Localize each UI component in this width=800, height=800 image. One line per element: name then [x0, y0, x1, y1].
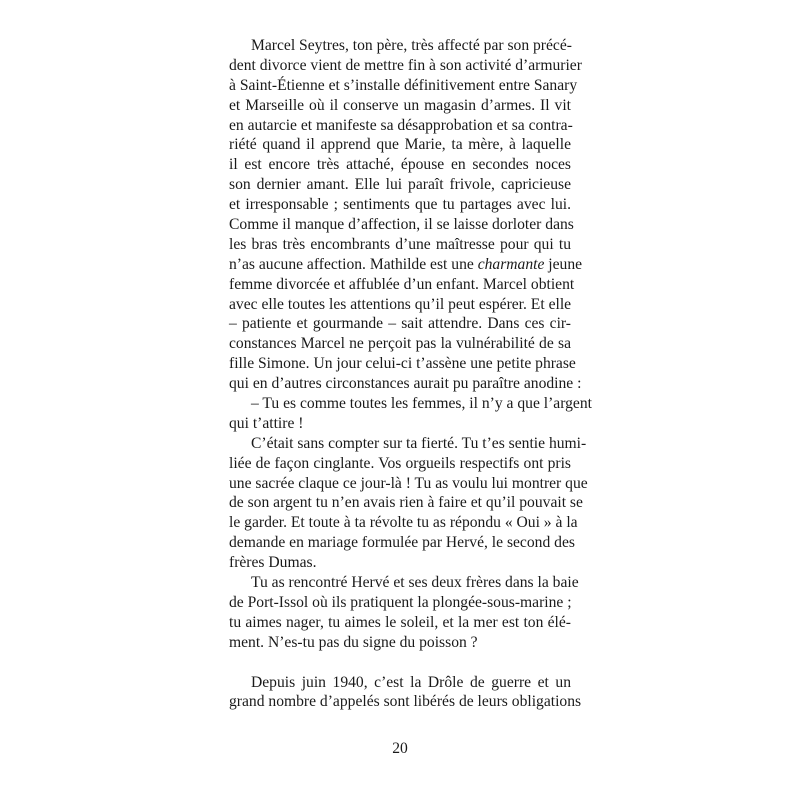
- page-body: [229, 36, 592, 712]
- text-line: il est encore très attaché, épouse en secondes noces: [229, 156, 571, 174]
- text-line: qui en d’autres circonstances aurait pu paraître anodine :: [229, 375, 582, 393]
- text-line: Depuis juin 1940, c’est la Drôle de guerre et un: [251, 673, 571, 691]
- text-line: C’était sans compter sur ta fierté. Tu t’es sentie humi-: [251, 434, 587, 452]
- text-line: Marcel Seytres, ton père, très affecté par son précé-: [251, 37, 572, 54]
- text-line: demande en mariage formulée par Hervé, le second des: [229, 534, 575, 552]
- text-line: et Marseille où il conserve un magasin d’armes. Il vit: [229, 96, 571, 114]
- text-line: – patiente et gourmande – sait attendre. Dans ces cir-: [229, 315, 571, 333]
- text-line: [229, 255, 583, 275]
- text-line: tu aimes nager, tu aimes le soleil, et la mer est ton élé-: [229, 613, 571, 631]
- text-line: Tu as rencontré Hervé et ses deux frères dans la baie: [251, 574, 579, 592]
- text-segment: jeune: [544, 255, 583, 273]
- text-line: ment. N’es-tu pas du signe du poisson ?: [229, 633, 478, 651]
- text-line: le garder. Et toute à ta révolte tu as répondu « Oui » à la: [229, 514, 578, 532]
- text-line: dent divorce vient de mettre fin à son activité d’armurier: [229, 56, 582, 74]
- text-line: de son argent tu n’en avais rien à faire et qu’il pouvait se: [229, 494, 583, 512]
- text-line: – Tu es comme toutes les femmes, il n’y a que l’argent: [251, 395, 592, 413]
- text-line: et irresponsable ; sentiments que tu partages avec lui.: [229, 196, 571, 214]
- paragraph-gap: [229, 653, 571, 673]
- text-line: son dernier amant. Elle lui paraît frivole, capricieuse: [229, 176, 571, 194]
- text-line: Comme il manque d’affection, il se laisse dorloter dans: [229, 216, 574, 234]
- text-line: fille Simone. Un jour celui-ci t’assène une petite phrase: [229, 355, 576, 373]
- text-line: avec elle toutes les attentions qu’il peut espérer. Et elle: [229, 295, 572, 313]
- text-line: en autarcie et manifeste sa désapprobation et sa contra-: [229, 116, 573, 134]
- text-line: riété quand il apprend que Marie, ta mère, à laquelle: [229, 136, 571, 154]
- text-line: une sacrée claque ce jour-là ! Tu as voulu lui montrer que: [229, 474, 588, 492]
- text-line: de Port-Issol où ils pratiquent la plongée-sous-marine ;: [229, 593, 572, 611]
- text-line: liée de façon cinglante. Vos orgueils respectifs ont pris: [229, 454, 571, 472]
- text-line: constances Marcel ne perçoit pas la vulnérabilité de sa: [229, 335, 571, 353]
- italic-word: charmante: [477, 255, 545, 273]
- text-line: frères Dumas.: [229, 554, 317, 572]
- text-line: à Saint-Étienne et s’installe définitivement entre Sanary: [229, 76, 578, 94]
- text-line: grand nombre d’appelés sont libérés de leurs obligations: [229, 693, 582, 711]
- text-line: femme divorcée et affublée d’un enfant. Marcel obtient: [229, 275, 575, 293]
- page-number: 20: [392, 740, 408, 757]
- text-line: les bras très encombrants d’une maîtresse pour qui tu: [229, 235, 571, 253]
- text-segment: n’as aucune affection. Mathilde est une: [229, 255, 478, 273]
- text-line: qui t’attire !: [229, 414, 304, 432]
